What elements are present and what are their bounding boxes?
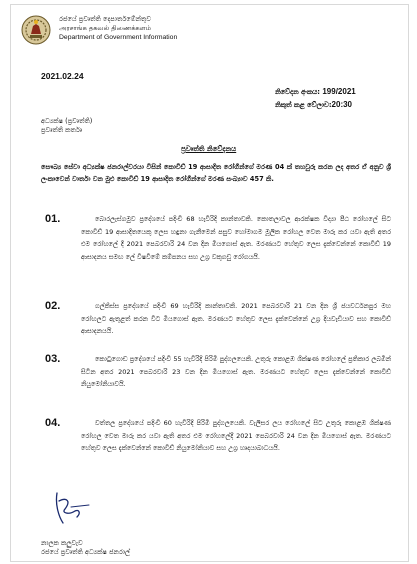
department-name-english: Department of Government Information xyxy=(59,34,178,41)
release-time-label: නිකුත් කළ වේලාව: xyxy=(275,101,332,109)
release-number-line xyxy=(275,87,356,97)
addressee-line: ප්‍රවෘත්ති කර්තෘ xyxy=(41,126,83,134)
item-number: 03. xyxy=(45,353,61,365)
item-text: ගල්කිස්ස ප්‍රදේශයේ පදිංචි 69 හැවිරිදි කාන්තාවකි. 2021 පෙබරවාරි 21 වන දින ශ්‍රී ජයවර්ධනපුර මහ රෝහලට ඇතුළත් කරන විට මියගොස් ඇත. මරණයට හේතුව ලෙස දැක්වෙන්නේ උග්‍ර දියවැඩියාව සහ කොවිඩ් ආසාදනයයි. xyxy=(81,302,391,335)
signatory-name: නාලක කලුවැව xyxy=(41,539,83,547)
release-number: 199/2021 xyxy=(322,87,356,96)
item-number: 02. xyxy=(45,300,61,312)
addressee-line: අධ්‍යක්ෂ (ප්‍රවෘත්ති) xyxy=(41,117,93,125)
list-item xyxy=(41,353,391,391)
release-time: 20:30 xyxy=(331,100,353,109)
item-text: බොරලැස්ගමුව ප්‍රදේශයේ පදිංචි 68 හැවිරිදි කාන්තාවකි. කොතලාවල ආරක්ෂක විද්‍යා පීඨ රෝහලේ සිට කොවිඩ් 19 ආසාදිතයෙකු ලෙස හඳුනා ගැනීමෙන් පසුව හෝමාගම මූලික රෝහල වෙත මාරු කර යවා ඇති අතර එම රෝහලේ දී 2021 පෙබරවාරි 24 වන දින මියගොස් ඇත. මරණයට හේතුව ලෙස දැක්වෙන්නේ කොවිඩ් 19 ආසාදනය සමඟ ලේ විෂවීමේ කම්පනය සහ උග්‍ර වකුගඩු රෝගයයි. xyxy=(81,215,391,261)
handwritten-signature xyxy=(49,483,109,529)
list-item xyxy=(41,213,391,263)
item-number: 04. xyxy=(45,417,61,429)
release-date: 2021.02.24 xyxy=(41,71,84,81)
list-item xyxy=(41,417,391,455)
item-text: කොටුගොඩ ප්‍රදේශයේ පදිංචි 55 හැවිරිදි පිරිමි පුද්ගලයෙකි. උතුරු කොළඹ ශික්ෂණ රෝහලේ ප්‍රතිකාර ලබමින් සිටින අතර 2021 පෙබරවාරි 23 වන දින මියගොස් ඇත. මරණයට හේතුව ලෙස දැක්වෙන්නේ කොවිඩ් නියුමෝනියාවයි. xyxy=(81,355,391,388)
department-name-tamil: அரசாங்க தகவல் திணைக்களம் xyxy=(59,24,152,32)
signatory-title: රජයේ ප්‍රවෘත්ති අධ්‍යක්ෂ ජනරාල් xyxy=(41,548,131,556)
release-time-line xyxy=(275,100,352,110)
department-name-sinhala: රජයේ ප්‍රවෘත්ති දෙපාර්තමේන්තුව xyxy=(59,15,152,23)
document-page xyxy=(10,4,409,562)
signatory-block xyxy=(41,539,130,557)
document-title: ප්‍රවෘත්ති නිවේදනය xyxy=(181,145,237,153)
addressee-block xyxy=(41,117,92,135)
sri-lanka-emblem-icon xyxy=(21,15,51,45)
item-text: වත්තල ප්‍රදේශයේ පදිංචි 60 හැවිරිදි පිරිමි පුද්ගලයෙකි. වැලිසර ලය රෝහලේ සිට උතුරු කොළඹ ශික්ෂණ රෝහල වෙත මාරු කර යවා ඇති අතර එම රෝහලේදී 2021 පෙබරවාරි 24 වන දින මියගොස් ඇත. මරණයට හේතුව ලෙස දැක්වෙන්නේ කොවිඩ් නියුමෝනියාව සහ උග්‍ර හෘදයාබාධයයි. xyxy=(81,419,391,452)
intro-paragraph: සෞඛ්‍ය සේවා අධ්‍යක්ෂ ජනරාල්වරයා විසින් කොවිඩ් 19 ආසාදිත රෝගීන්ගේ මරණ 04 ක් තහවුරු කරන ලද අතර ඒ අනුව ශ්‍රී ලංකාවෙන් වාර්තා වන මුළු කොවිඩ් 19 ආසාදිත රෝගීන්ගේ මරණ සංඛ්‍යාව 457 කි. xyxy=(41,163,391,183)
release-number-label: නිවේදන අංකය: xyxy=(275,88,320,96)
list-item xyxy=(41,300,391,338)
item-number: 01. xyxy=(45,213,61,225)
department-header xyxy=(59,15,177,42)
